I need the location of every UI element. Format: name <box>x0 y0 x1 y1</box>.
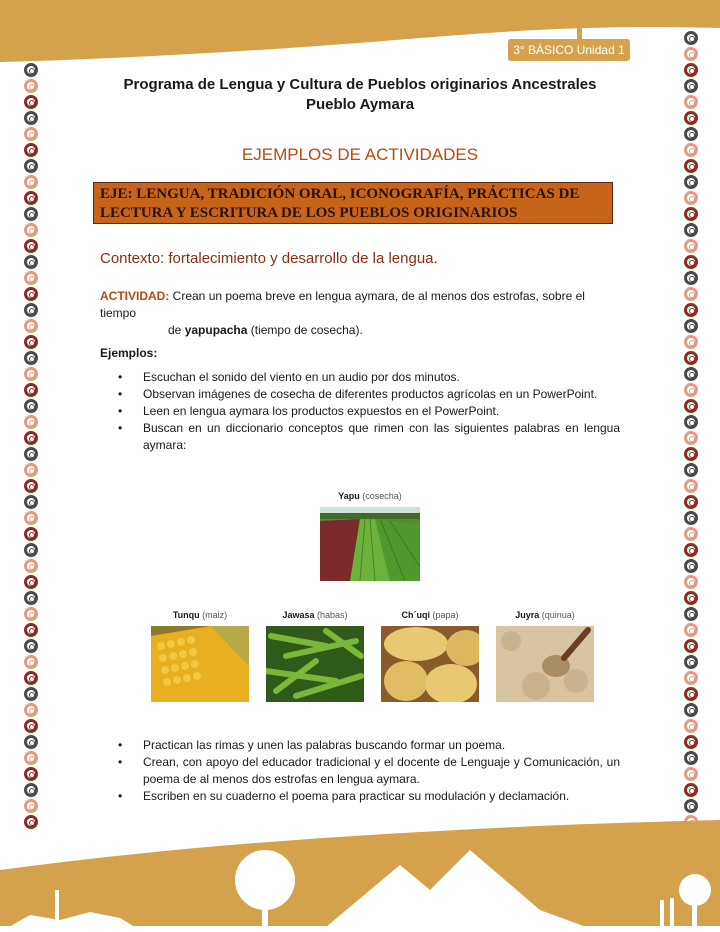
actividad-text-1: Crean un poema breve en lengua aymara, de al menos dos estrofas, sobre el tiempo <box>100 289 585 320</box>
border-motif-icon <box>684 271 698 285</box>
figure-caption <box>496 610 594 620</box>
actividad-label: ACTIVIDAD: <box>100 289 170 303</box>
figure-caption <box>381 610 479 620</box>
border-motif-icon <box>684 559 698 573</box>
border-motif-icon <box>684 63 698 77</box>
aymara-word: Yapu <box>338 491 360 501</box>
quinoa-image <box>496 626 594 702</box>
border-motif-icon <box>24 559 38 573</box>
border-motif-icon <box>24 543 38 557</box>
border-motif-icon <box>24 175 38 189</box>
border-motif-icon <box>24 687 38 701</box>
left-border-pattern <box>21 62 41 830</box>
border-motif-icon <box>684 303 698 317</box>
figure-yapu <box>320 491 420 583</box>
footer-landscape-decoration <box>0 820 720 932</box>
aymara-word: Tunqu <box>172 610 200 620</box>
badge-stem <box>577 20 582 40</box>
border-motif-icon <box>684 703 698 717</box>
examples-list-before <box>100 369 620 454</box>
border-motif-icon <box>684 783 698 797</box>
border-motif-icon <box>24 591 38 605</box>
border-motif-icon <box>684 527 698 541</box>
border-motif-icon <box>24 735 38 749</box>
yapupacha-term: yapupacha <box>184 323 248 337</box>
border-motif-icon <box>24 191 38 205</box>
border-motif-icon <box>684 799 698 813</box>
border-motif-icon <box>24 623 38 637</box>
border-motif-icon <box>24 287 38 301</box>
program-title: Programa de Lengua y Cultura de Pueblos originarios Ancestrales <box>123 76 597 93</box>
border-motif-icon <box>24 239 38 253</box>
border-motif-icon <box>684 47 698 61</box>
list-item: • Leen en lengua aymara los productos expuestos en el PowerPoint. <box>100 403 620 420</box>
border-motif-icon <box>24 607 38 621</box>
border-motif-icon <box>684 335 698 349</box>
figure-caption <box>320 491 420 501</box>
border-motif-icon <box>24 463 38 477</box>
potatoes-image <box>381 626 479 702</box>
border-motif-icon <box>684 735 698 749</box>
border-motif-icon <box>24 767 38 781</box>
border-motif-icon <box>24 671 38 685</box>
people-title: Pueblo Aymara <box>305 96 415 113</box>
list-item: • Practican las rimas y unen las palabras buscando formar un poema. <box>100 737 620 754</box>
border-motif-icon <box>24 223 38 237</box>
border-motif-icon <box>684 639 698 653</box>
border-motif-icon <box>684 255 698 269</box>
border-motif-icon <box>24 799 38 813</box>
field-crops-image <box>320 507 420 581</box>
actividad-suffix: (tiempo de cosecha). <box>247 323 363 337</box>
border-motif-icon <box>684 751 698 765</box>
border-motif-icon <box>684 543 698 557</box>
border-motif-icon <box>24 431 38 445</box>
beans-image <box>266 626 364 702</box>
border-motif-icon <box>24 575 38 589</box>
actividad-prefix: de <box>168 323 185 337</box>
border-motif-icon <box>24 111 38 125</box>
translation: (quinua) <box>541 610 575 620</box>
eje-heading-box <box>93 182 613 224</box>
actividad-block <box>100 288 620 339</box>
border-motif-icon <box>24 527 38 541</box>
border-motif-icon <box>684 431 698 445</box>
ejemplos-label: Ejemplos: <box>100 346 158 360</box>
figure-caption <box>266 610 364 620</box>
contexto-heading: Contexto: fortalecimiento y desarrollo de la lengua. <box>100 250 438 267</box>
aymara-word: Juyra <box>515 610 540 620</box>
border-motif-icon <box>684 591 698 605</box>
translation: (maiz) <box>202 610 228 620</box>
translation: (cosecha) <box>362 491 402 501</box>
border-motif-icon <box>684 31 698 45</box>
border-motif-icon <box>684 719 698 733</box>
figure-chuqi <box>381 610 479 704</box>
border-motif-icon <box>24 271 38 285</box>
figure-jawasa <box>266 610 364 704</box>
border-motif-icon <box>24 127 38 141</box>
figure-caption <box>151 610 249 620</box>
translation: (habas) <box>317 610 348 620</box>
border-motif-icon <box>24 335 38 349</box>
section-title: EJEMPLOS DE ACTIVIDADES <box>241 145 479 164</box>
list-item: • Escuchan el sonido del viento en un audio por dos minutos. <box>100 369 620 386</box>
list-item: • Escriben en su cuaderno el poema para practicar su modulación y declamación. <box>100 788 620 805</box>
border-motif-icon <box>684 175 698 189</box>
border-motif-icon <box>24 319 38 333</box>
border-motif-icon <box>684 575 698 589</box>
border-motif-icon <box>684 239 698 253</box>
examples-list-after <box>100 737 620 805</box>
border-motif-icon <box>684 207 698 221</box>
border-motif-icon <box>684 655 698 669</box>
border-motif-icon <box>24 655 38 669</box>
border-motif-icon <box>684 319 698 333</box>
border-motif-icon <box>24 479 38 493</box>
border-motif-icon <box>24 383 38 397</box>
border-motif-icon <box>24 783 38 797</box>
eje-line-1: EJE: LENGUA, TRADICIÓN ORAL, ICONOGRAFÍA, PRÁCTICAS DE <box>100 186 580 202</box>
actividad-continuation <box>100 322 620 339</box>
border-motif-icon <box>24 751 38 765</box>
border-motif-icon <box>684 367 698 381</box>
border-motif-icon <box>24 447 38 461</box>
aymara-word: Ch´uqi <box>401 610 430 620</box>
border-motif-icon <box>684 447 698 461</box>
border-motif-icon <box>684 767 698 781</box>
border-motif-icon <box>684 607 698 621</box>
border-motif-icon <box>24 415 38 429</box>
border-motif-icon <box>24 367 38 381</box>
aymara-word: Jawasa <box>282 610 315 620</box>
figure-juyra <box>496 610 594 704</box>
list-item: • Buscan en un diccionario conceptos que rimen con las siguientes palabras en lengua aymara: <box>100 420 620 454</box>
grade-unit-badge: 3° BÁSICO Unidad 1 <box>508 39 630 61</box>
border-motif-icon <box>24 351 38 365</box>
border-motif-icon <box>24 63 38 77</box>
border-motif-icon <box>684 479 698 493</box>
border-motif-icon <box>24 399 38 413</box>
border-motif-icon <box>24 303 38 317</box>
border-motif-icon <box>684 287 698 301</box>
border-motif-icon <box>24 495 38 509</box>
border-motif-icon <box>684 495 698 509</box>
list-item: • Observan imágenes de cosecha de diferentes productos agrícolas en un PowerPoint. <box>100 386 620 403</box>
border-motif-icon <box>684 623 698 637</box>
border-motif-icon <box>684 511 698 525</box>
border-motif-icon <box>684 383 698 397</box>
figure-tunqu <box>151 610 249 704</box>
border-motif-icon <box>684 111 698 125</box>
border-motif-icon <box>684 687 698 701</box>
border-motif-icon <box>24 639 38 653</box>
border-motif-icon <box>684 351 698 365</box>
border-motif-icon <box>684 191 698 205</box>
list-item: • Crean, con apoyo del educador tradicional y el docente de Lenguaje y Comunicación, un poema de al menos dos estrofas en lengua aymara. <box>100 754 620 788</box>
corn-image <box>151 626 249 702</box>
border-motif-icon <box>684 399 698 413</box>
border-motif-icon <box>684 223 698 237</box>
border-motif-icon <box>684 671 698 685</box>
border-motif-icon <box>24 511 38 525</box>
border-motif-icon <box>24 207 38 221</box>
border-motif-icon <box>684 127 698 141</box>
border-motif-icon <box>24 703 38 717</box>
border-motif-icon <box>24 255 38 269</box>
border-motif-icon <box>684 463 698 477</box>
border-motif-icon <box>24 719 38 733</box>
translation: (papa) <box>432 610 459 620</box>
eje-line-2: LECTURA Y ESCRITURA DE LOS PUEBLOS ORIGINARIOS <box>100 205 518 221</box>
border-motif-icon <box>684 415 698 429</box>
